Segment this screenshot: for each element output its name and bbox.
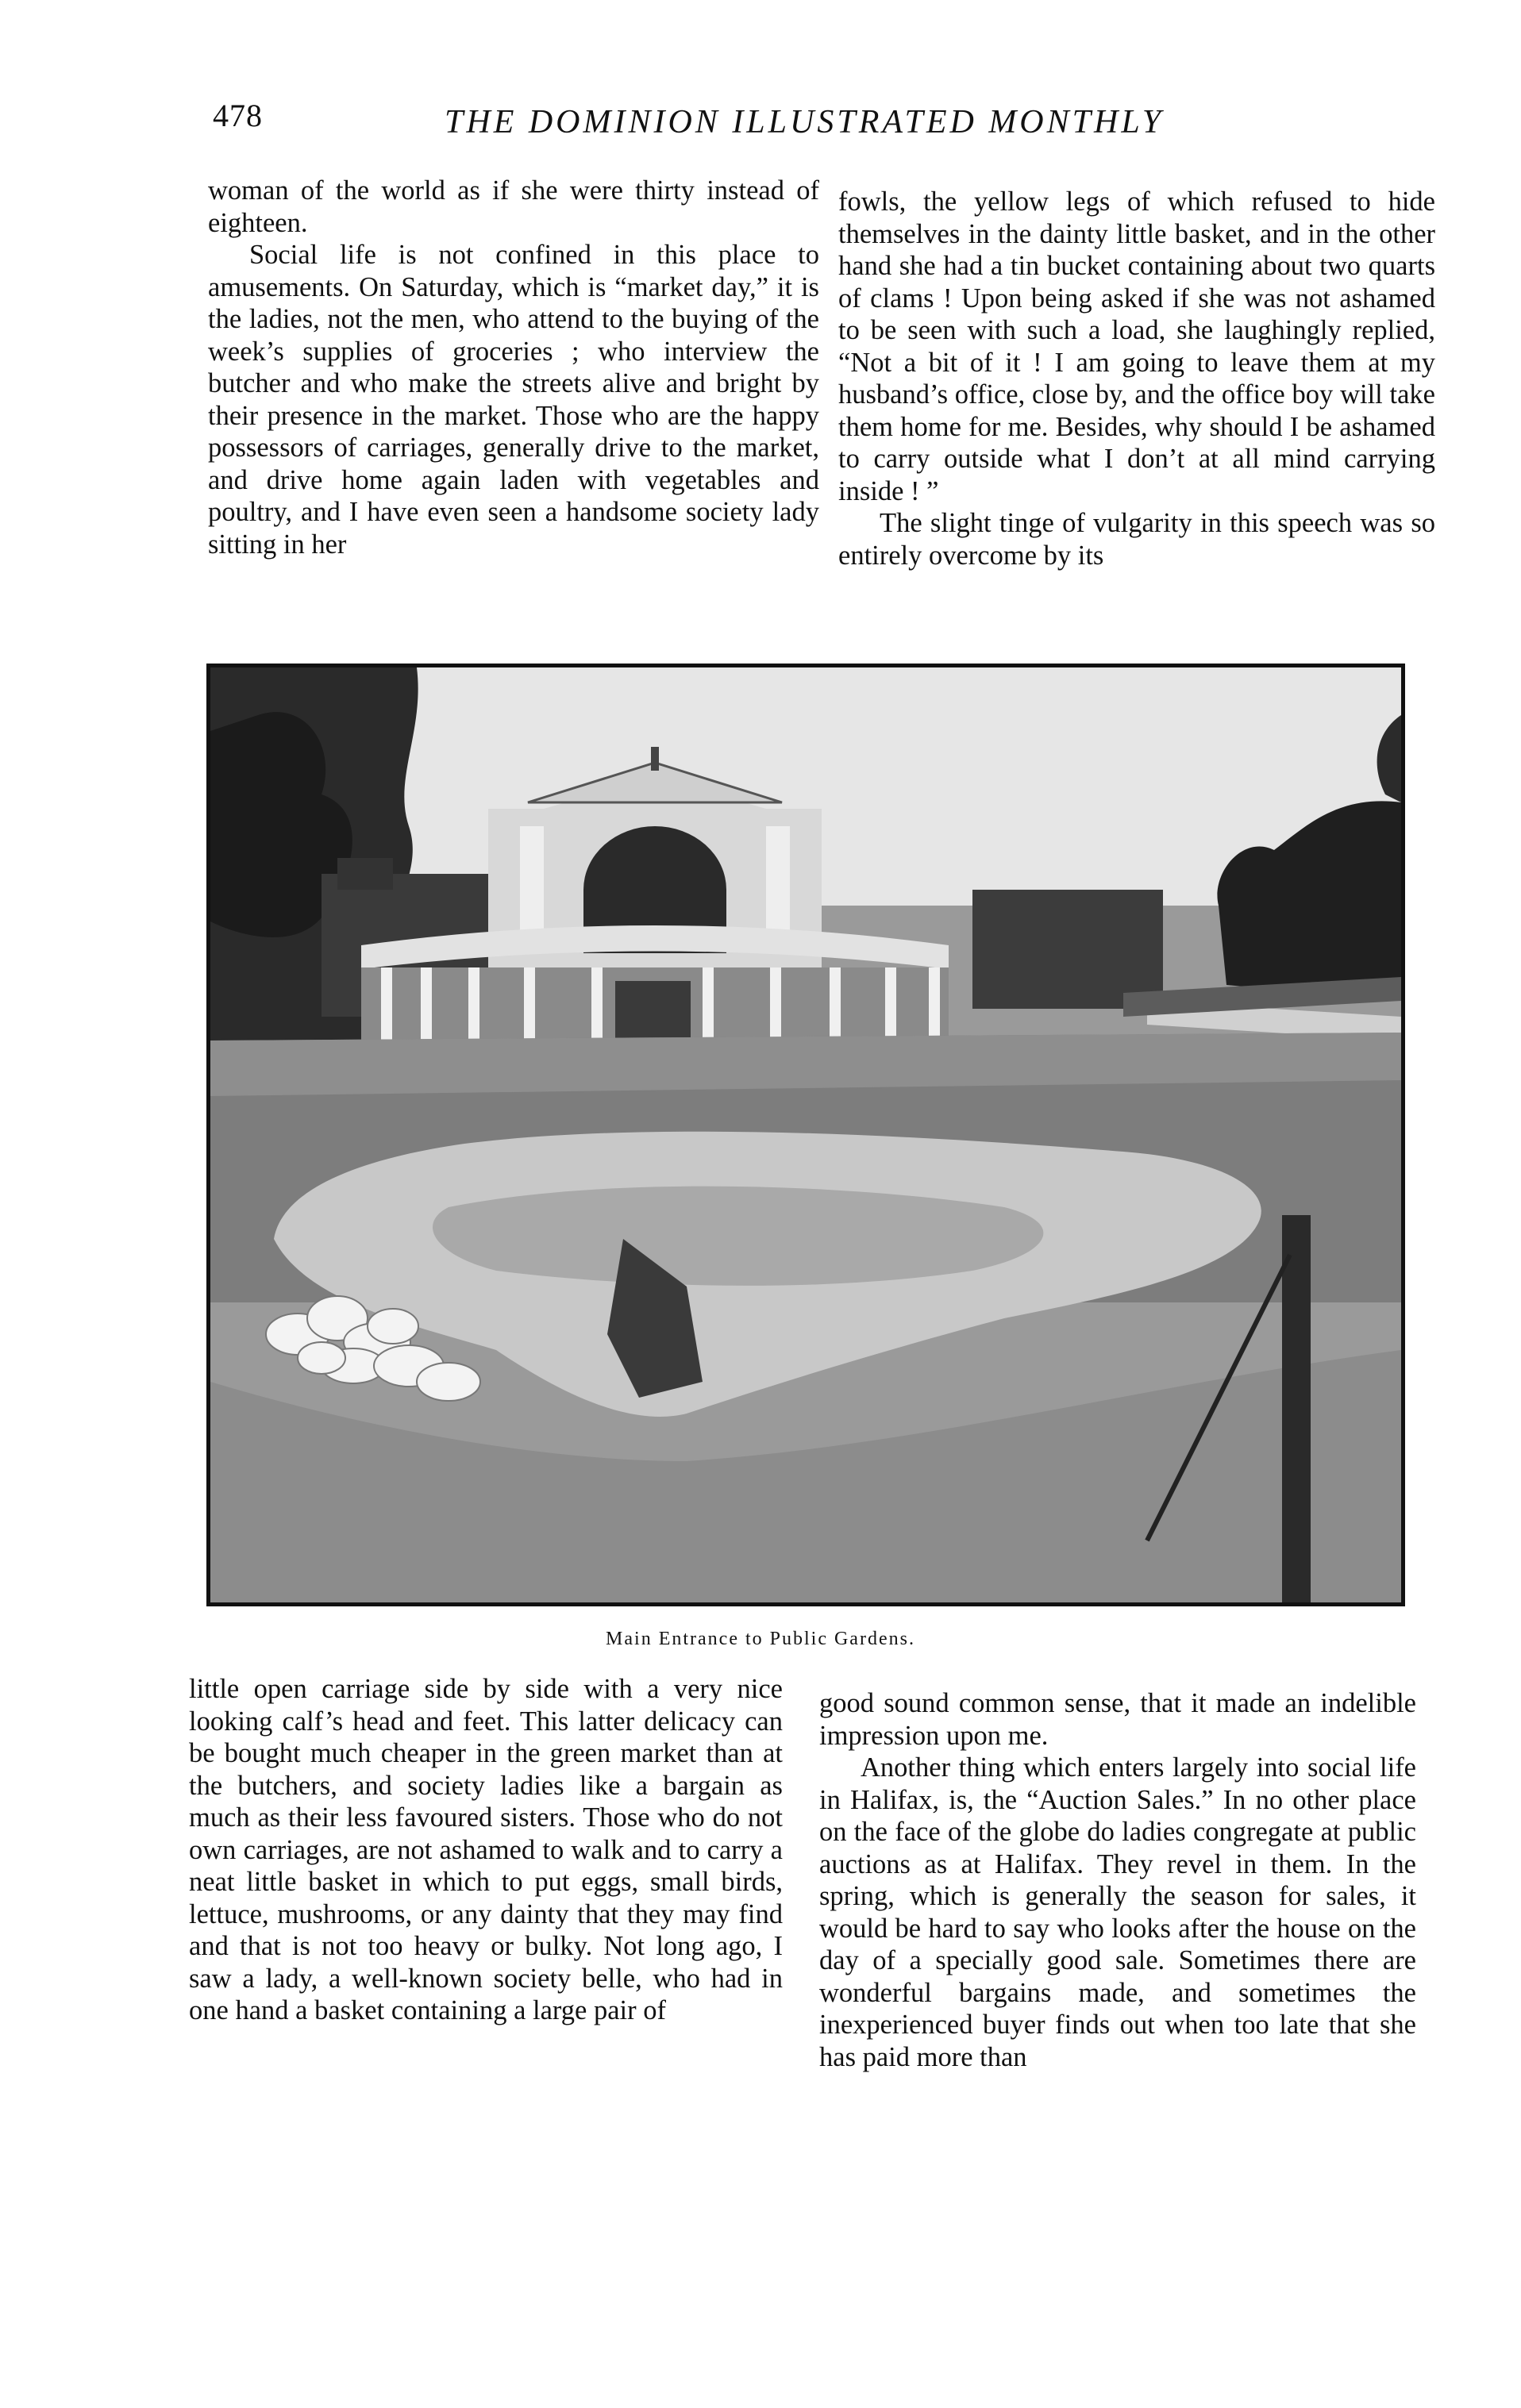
page-number: 478 <box>213 98 263 133</box>
column-top-left <box>208 175 819 560</box>
paragraph: good sound common sense, that it made an indelible impression upon me. <box>819 1688 1416 1751</box>
public-gardens-photograph <box>206 664 1405 1606</box>
paragraph: little open carriage side by side with a very nice looking calf’s head and feet. This latter delicacy can be bought much cheaper in the green market than at the butchers, and society ladies like a bargain as much as their less favoured sisters. Those who do not own carriages, are not ashamed to walk and to carry a neat little basket in which to put eggs, small birds, lettuce, mushrooms, or any dainty that they may find and that is not too heavy or bulky. Not long ago, I saw a lady, a well-known society belle, who had in one hand a basket containing a large pair of <box>189 1674 783 2025</box>
figure-caption: Main Entrance to Public Gardens. <box>606 1629 915 1649</box>
paragraph: Social life is not confined in this place to amusements. On Saturday, which is “market day,” it is the ladies, not the men, who attend to the buying of the week’s supplies of groceries ; who interview the butcher and who make the streets alive and bright by their presence in the market. Those who are the happy possessors of carriages, generally drive to the market, and drive home again laden with vegetables and poultry, and I have even seen a handsome society lady sitting in her <box>208 240 819 560</box>
column-bottom-right <box>819 1687 1416 2073</box>
paragraph: woman of the world as if she were thirty instead of eighteen. <box>208 175 819 238</box>
running-title: THE DOMINION ILLUSTRATED MONTHLY <box>445 104 1165 140</box>
photograph-illustration <box>210 667 1401 1602</box>
paragraph: The slight tinge of vulgarity in this speech was so entirely overcome by its <box>838 508 1435 571</box>
column-bottom-left <box>189 1673 783 2027</box>
paragraph: Another thing which enters largely into social life in Halifax, is, the “Auction Sales.” In no other place on the face of the globe do ladies congregate at public auctions as at Halifax. They revel in them. In the spring, which is generally the season for sales, it would be hard to say who looks after the house on the day of a specially good sale. Sometimes there are wonderful bargains made, and sometimes the inexperienced buyer finds out when too late that she has paid more than <box>819 1752 1416 2072</box>
paragraph: fowls, the yellow legs of which refused to hide themselves in the dainty little basket, and in the other hand she had a tin bucket containing about two quarts of clams ! Upon being asked if she was not ashamed to be seen with such a load, she laughingly replied, “Not a bit of it ! I am going to leave them at my husband’s office, close by, and the office boy will take them home for me. Besides, why should I be ashamed to carry outside what I don’t at all mind carrying inside ! ” <box>838 187 1435 506</box>
column-top-right <box>838 186 1435 571</box>
